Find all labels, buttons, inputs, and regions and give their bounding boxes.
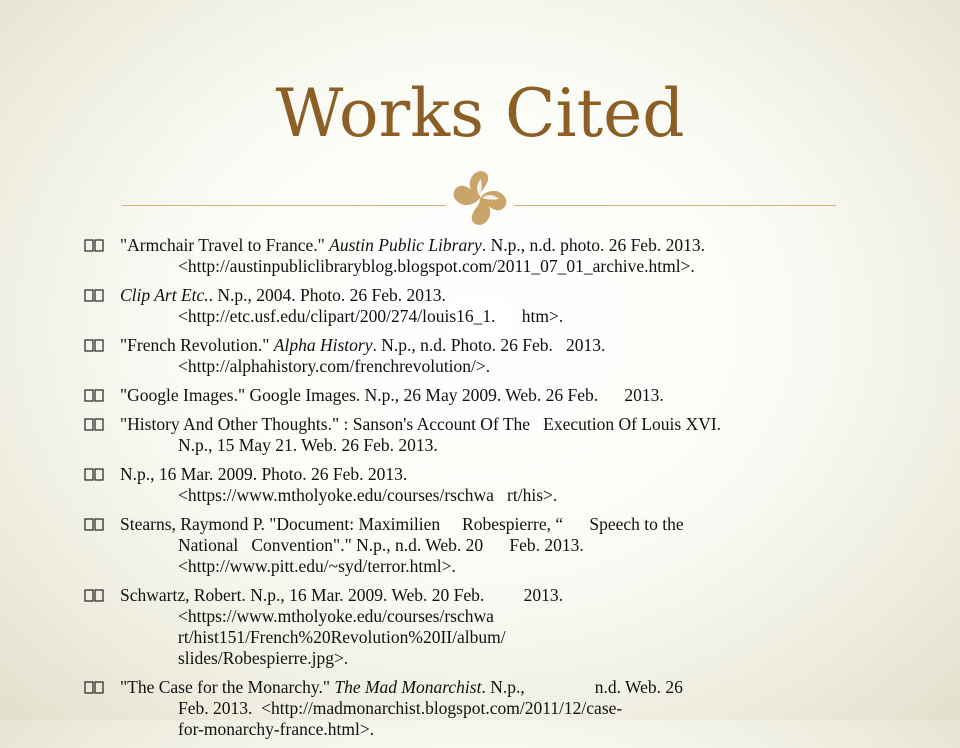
reference-line	[120, 535, 884, 556]
source-title: Clip Art Etc.	[120, 285, 209, 305]
reference-line	[120, 627, 884, 648]
reference-item	[84, 414, 884, 456]
reference-line	[120, 306, 884, 327]
bullet-icon	[84, 680, 104, 695]
bullet-icon	[84, 238, 104, 253]
divider-right	[514, 205, 836, 206]
reference-line	[120, 719, 884, 740]
reference-line	[120, 235, 884, 256]
reference-item	[84, 514, 884, 577]
divider-left	[122, 205, 446, 206]
reference-text: "Armchair Travel to France."	[120, 235, 330, 255]
reference-line	[120, 698, 884, 719]
reference-text: rt/hist151/French%20Revolution%20II/album/	[178, 627, 506, 647]
reference-line	[120, 606, 884, 627]
source-title: Alpha History	[273, 335, 373, 355]
reference-item	[84, 464, 884, 506]
reference-item	[84, 335, 884, 377]
reference-line	[120, 335, 884, 356]
reference-text: for-monarchy-france.html>.	[178, 719, 375, 739]
works-cited-list	[84, 235, 884, 748]
reference-line	[120, 285, 884, 306]
reference-text: . N.p., n.d. Photo. 26 Feb. 2013.	[372, 335, 606, 355]
page-title: Works Cited	[275, 75, 685, 152]
reference-line	[120, 648, 884, 669]
reference-line	[120, 514, 884, 535]
bullet-icon	[84, 417, 104, 432]
reference-line	[120, 556, 884, 577]
reference-line	[120, 256, 884, 277]
reference-text: <https://www.mtholyoke.edu/courses/rschwa	[178, 606, 494, 626]
bullet-icon	[84, 338, 104, 353]
reference-text: "French Revolution."	[120, 335, 274, 355]
reference-text: <https://www.mtholyoke.edu/courses/rschwa rt/his>.	[178, 485, 558, 505]
source-title: Austin Public Library	[329, 235, 482, 255]
reference-line	[120, 385, 884, 406]
reference-line	[120, 414, 884, 435]
reference-item	[84, 677, 884, 740]
reference-text: "History And Other Thoughts." : Sanson's Account Of The Execution Of Louis XVI.	[120, 414, 722, 434]
reference-item	[84, 585, 884, 669]
reference-text: . N.p., n.d. photo. 26 Feb. 2013.	[481, 235, 705, 255]
reference-text: Feb. 2013. <http://madmonarchist.blogspot.com/2011/12/case-	[178, 698, 623, 718]
reference-line	[120, 435, 884, 456]
reference-text: <http://etc.usf.edu/clipart/200/274/louis16_1. htm>.	[178, 306, 564, 326]
reference-line	[120, 677, 884, 698]
bullet-icon	[84, 517, 104, 532]
bullet-icon	[84, 588, 104, 603]
reference-text: N.p., 15 May 21. Web. 26 Feb. 2013.	[178, 435, 438, 455]
reference-text: National Convention"." N.p., n.d. Web. 20 Feb. 2013.	[178, 535, 584, 555]
reference-text: . N.p., n.d. Web. 26	[481, 677, 683, 697]
bullet-icon	[84, 388, 104, 403]
reference-item	[84, 285, 884, 327]
reference-text: <http://www.pitt.edu/~syd/terror.html>.	[178, 556, 456, 576]
reference-text: Schwartz, Robert. N.p., 16 Mar. 2009. Web. 20 Feb. 2013.	[120, 585, 564, 605]
reference-text: <http://alphahistory.com/frenchrevolution/>.	[178, 356, 491, 376]
reference-line	[120, 464, 884, 485]
reference-text: "The Case for the Monarchy."	[120, 677, 335, 697]
source-title: The Mad Monarchist	[334, 677, 482, 697]
reference-text: Stearns, Raymond P. "Document: Maximilien Robespierre, “ Speech to the	[120, 514, 684, 534]
reference-line	[120, 485, 884, 506]
reference-line	[120, 585, 884, 606]
reference-text: slides/Robespierre.jpg>.	[178, 648, 349, 668]
reference-text: "Google Images." Google Images. N.p., 26 May 2009. Web. 26 Feb. 2013.	[120, 385, 664, 405]
reference-item	[84, 235, 884, 277]
flourish-icon	[446, 168, 514, 228]
reference-line	[120, 356, 884, 377]
reference-text: N.p., 16 Mar. 2009. Photo. 26 Feb. 2013.	[120, 464, 408, 484]
reference-text: . N.p., 2004. Photo. 26 Feb. 2013.	[208, 285, 446, 305]
reference-item	[84, 385, 884, 406]
reference-text: <http://austinpubliclibraryblog.blogspot.com/2011_07_01_archive.html>.	[178, 256, 695, 276]
bullet-icon	[84, 467, 104, 482]
bullet-icon	[84, 288, 104, 303]
